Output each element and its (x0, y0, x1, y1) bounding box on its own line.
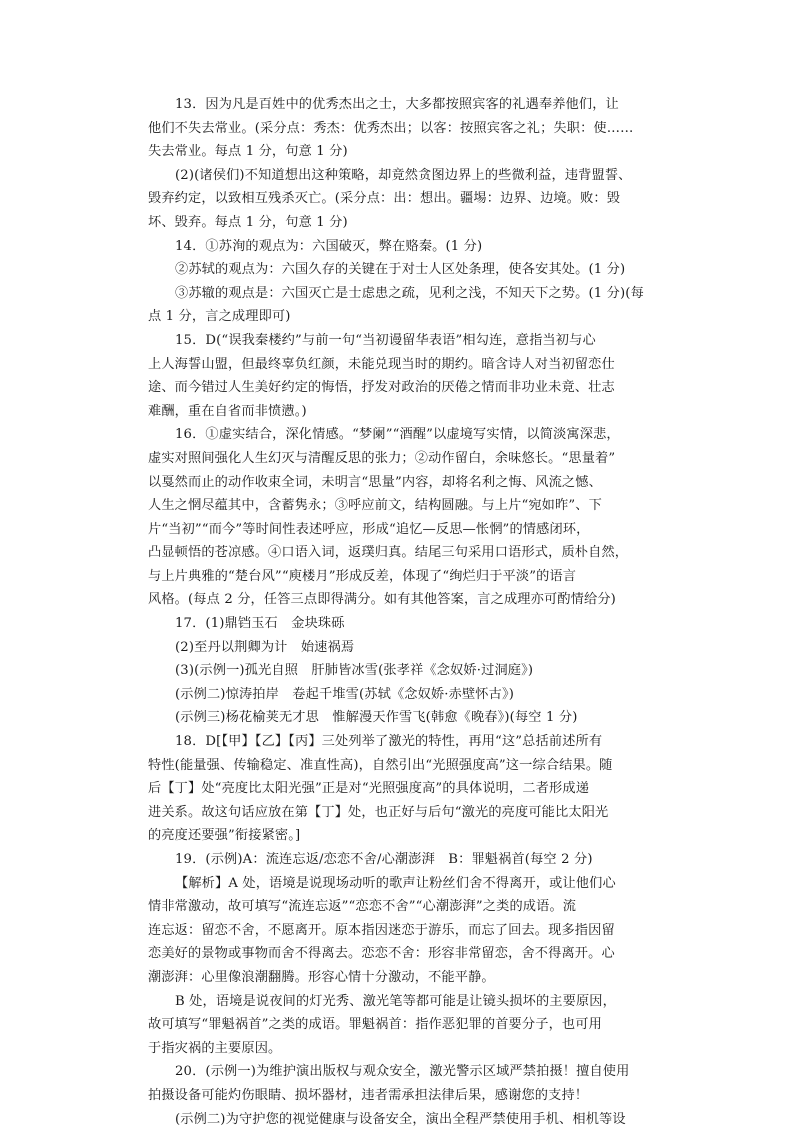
text-line: 故可填写“罪魁祸首”之类的成语。罪魁祸首：指作恶犯罪的首要分子，也可用 (148, 1017, 602, 1033)
text-line: 进关系。故这句话应放在第【丁】处，也正好与后句“激光的亮度可能比太阳光 (148, 804, 609, 820)
text-line: 14．①苏洵的观点为：六国破灭，弊在赂秦。(1 分) (175, 238, 483, 254)
text-line: (示例二)惊涛拍岸 卷起千堆雪(苏轼《念奴娇·赤壁怀古》) (175, 686, 515, 702)
text-line: (示例二)为守护您的视觉健康与设备安全，演出全程严禁使用手机、相机等设 (175, 1111, 626, 1127)
text-line: 于指灾祸的主要原因。 (148, 1040, 282, 1056)
text-line: (示例三)杨花榆荚无才思 惟解漫天作雪飞(韩愈《晚春》)(每空 1 分) (175, 710, 578, 726)
text-line: 以戛然而止的动作收束全词，未明言“思量”内容，却将名利之悔、风流之憾、 (148, 474, 602, 490)
text-line: 上人海誓山盟，但最终辜负红颜，未能兑现当时的期约。暗含诗人对当初留恋仕 (148, 356, 615, 372)
text-line: 情非常激动，故可填写“流连忘返”“恋恋不舍”“心潮澎湃”之类的成语。流 (148, 899, 577, 915)
text-line: 19．(示例)A：流连忘返/恋恋不舍/心潮澎湃 B：罪魁祸首(每空 2 分) (175, 852, 593, 867)
text-line: 虚实对照间强化人生幻灭与清醒反思的张力；②动作留白，余味悠长。“思量着” (148, 450, 616, 466)
text-line: 与上片典雅的“楚台风”“庾楼月”形成反差，体现了“绚烂归于平淡”的语言 (148, 568, 577, 584)
text-line: 的亮度还要强”衔接紧密。] (148, 828, 301, 844)
text-line: 15．D(“误我秦楼约”与前一句“当初谩留华表语”相勾连，意指当初与心 (175, 332, 596, 348)
text-line: B 处，语境是说夜间的灯光秀、激光笔等都可能是让镜头损坏的主要原因， (175, 993, 616, 1009)
text-line: 17．(1)鼎铛玉石 金块珠砾 (175, 616, 345, 632)
text-line: 风格。(每点 2 分，任答三点即得满分。如有其他答案，言之成理亦可酌情给分) (148, 592, 616, 608)
text-line: 后【丁】处“亮度比太阳光强”正是对“光照强度高”的具体说明，二者形成递 (148, 781, 590, 797)
text-line: 毁弃约定，以致相互残杀灭亡。(采分点：出：想出。疆埸：边界、边境。败：毁 (148, 191, 621, 207)
text-line: ②苏轼的观点为：六国久存的关键在于对士人区处条理，使各安其处。(1 分) (175, 262, 626, 278)
answer-text-block (148, 93, 650, 1131)
text-line: 拍摄设备可能灼伤眼睛、损坏器材，违者需承担法律后果，感谢您的支持！ (148, 1087, 589, 1103)
text-line: 人生之惘尽蕴其中，含蓄隽永；③呼应前文，结构圆融。与上片“宛如昨”、下 (148, 498, 602, 514)
text-line: (3)(示例一)孤光自照 肝肺皆冰雪(张孝祥《念奴娇·过洞庭》) (175, 663, 534, 679)
text-line: ③苏辙的观点是：六国灭亡是士虑患之疏，见利之浅，不知天下之势。(1 分)(每 (175, 285, 644, 301)
text-line: 难酬，重在自省而非愤懑。) (148, 403, 307, 419)
text-line: 特性(能量强、传输稳定、准直性高)，自然引出“光照强度高”这一综合结果。随 (148, 757, 613, 773)
text-line: 途、而今错过人生美好约定的悔悟，抒发对政治的厌倦之情而非功业未竟、壮志 (148, 380, 615, 396)
text-line: (2)至丹以荆卿为计 始速祸焉 (175, 639, 355, 655)
text-line: 连忘返：留恋不舍，不愿离开。原本指因迷恋于游乐，而忘了回去。现多指因留 (148, 922, 615, 938)
text-line: 片“当初”“而今”等时间性表述呼应，形成“追忆—反思—怅惘”的情感闭环， (148, 521, 590, 537)
text-line: 【解析】A 处，语境是说现场动听的歌声让粉丝们舍不得离开，或让他们心 (175, 875, 616, 891)
text-line: 凸显顿悟的苍凉感。④口语入词，返璞归真。结尾三句采用口语形式，质朴自然， (148, 545, 629, 561)
text-line: 坏、毁弃。每点 1 分，句意 1 分) (148, 214, 348, 230)
text-line: 潮澎湃：心里像浪潮翻腾。形容心情十分激动，不能平静。 (148, 969, 495, 985)
text-line: 18．D[【甲】【乙】【丙】三处列举了激光的特性，再用“这”总括前述所有 (175, 734, 603, 750)
text-line: 恋美好的景物或事物而舍不得离去。恋恋不舍：形容非常留恋，舍不得离开。心 (148, 946, 615, 962)
text-line: 他们不失去常业。(采分点：秀杰：优秀杰出；以客：按照宾客之礼；失职：使…… (148, 120, 634, 136)
text-line: 16．①虚实结合，深化情感。“梦阑”“酒醒”以虚境写实情，以简淡寓深悲， (175, 427, 620, 443)
text-line: (2)(诸侯们)不知道想出这种策略，却竟然贪图边界上的些微利益，违背盟誓、 (175, 167, 632, 183)
text-line: 失去常业。每点 1 分，句意 1 分) (148, 144, 348, 160)
text-line: 13．因为凡是百姓中的优秀杰出之士，大多都按照宾客的礼遇奉养他们，让 (175, 97, 619, 112)
text-line: 20．(示例一)为维护演出版权与观众安全，激光警示区域严禁拍摄！擅自使用 (175, 1064, 630, 1080)
text-line: 点 1 分，言之成理即可) (148, 309, 291, 325)
